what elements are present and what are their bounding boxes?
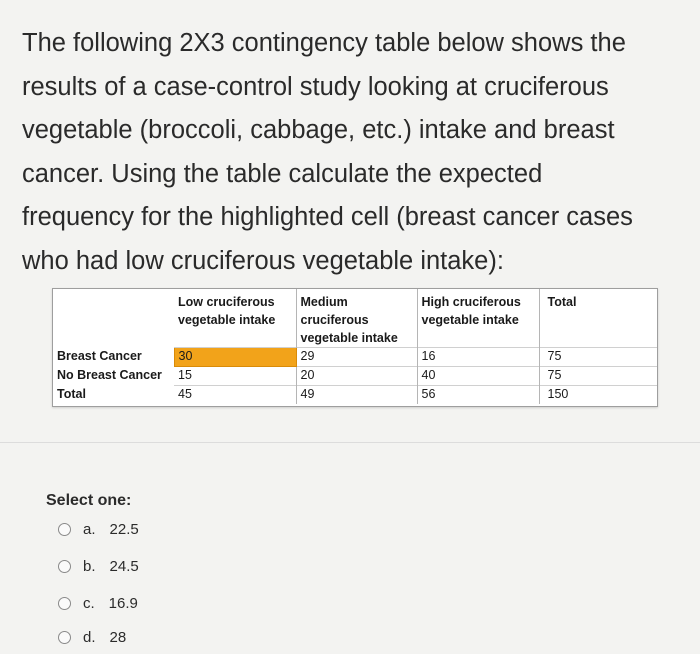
question-line: The following 2X3 contingency table below shows the [22,29,626,57]
radio-button-a[interactable] [58,523,71,536]
question-line: vegetable (broccoli, cabbage, etc.) intake and breast [22,116,615,144]
option-value[interactable]: 16.9 [108,594,138,612]
header-medium-intake [296,289,417,348]
answer-option-b[interactable] [58,555,139,577]
answer-option-d[interactable] [58,626,126,648]
table-cell: 20 [296,367,417,386]
header-line: Medium [300,295,348,309]
header-line: vegetable intake [300,331,398,345]
table-filler-row [53,404,657,406]
contingency-table [53,289,657,406]
header-line: High cruciferous [421,295,521,309]
option-letter: b. [83,557,96,575]
highlighted-cell: 30 [174,348,296,367]
table-cell: 49 [296,386,417,405]
section-divider [0,442,700,443]
header-line: vegetable intake [421,313,519,327]
row-label: Breast Cancer [57,348,142,363]
header-low-intake [174,289,296,348]
header-line: cruciferous [300,313,369,327]
table-cell: 15 [174,367,296,386]
table-cell: 40 [417,367,539,386]
select-one-label: Select one: [46,492,132,509]
table-cell: 29 [296,348,417,367]
answer-option-a[interactable] [58,518,139,540]
question-line: cancer. Using the table calculate the expected [22,159,543,188]
table-cell: 150 [539,386,657,405]
header-line: Low cruciferous [178,295,275,309]
answer-option-c[interactable] [58,592,138,614]
option-letter: a. [83,520,96,538]
table-row [53,348,657,367]
table-header-row [53,289,657,348]
radio-button-b[interactable] [58,560,71,573]
table-row [53,367,657,386]
option-value[interactable]: 28 [109,628,127,646]
question-line: frequency for the highlighted cell (breast cancer cases [22,203,633,231]
table-cell: 75 [539,367,657,386]
table-row [53,386,657,405]
row-label: Total [57,386,86,401]
option-value[interactable]: 24.5 [109,557,139,575]
option-value[interactable]: 22.5 [109,520,139,538]
header-high-intake [417,289,539,348]
corner-cell [53,289,174,348]
row-label: No Breast Cancer [57,367,162,382]
table-cell: 16 [417,348,539,367]
table-cell: 75 [539,348,657,367]
table-cell: 56 [417,386,539,405]
radio-button-c[interactable] [58,597,71,610]
header-total [539,289,657,348]
table-cell: 45 [174,386,296,405]
radio-button-d[interactable] [58,631,71,644]
option-letter: d. [83,628,96,646]
header-line: vegetable intake [178,313,276,327]
contingency-table-image [52,288,658,407]
question-text [22,22,682,283]
question-line: who had low cruciferous vegetable intake): [22,246,504,275]
option-letter: c. [83,594,95,612]
question-line: results of a case-control study looking at cruciferous [22,72,609,101]
header-line: Total [547,295,577,309]
